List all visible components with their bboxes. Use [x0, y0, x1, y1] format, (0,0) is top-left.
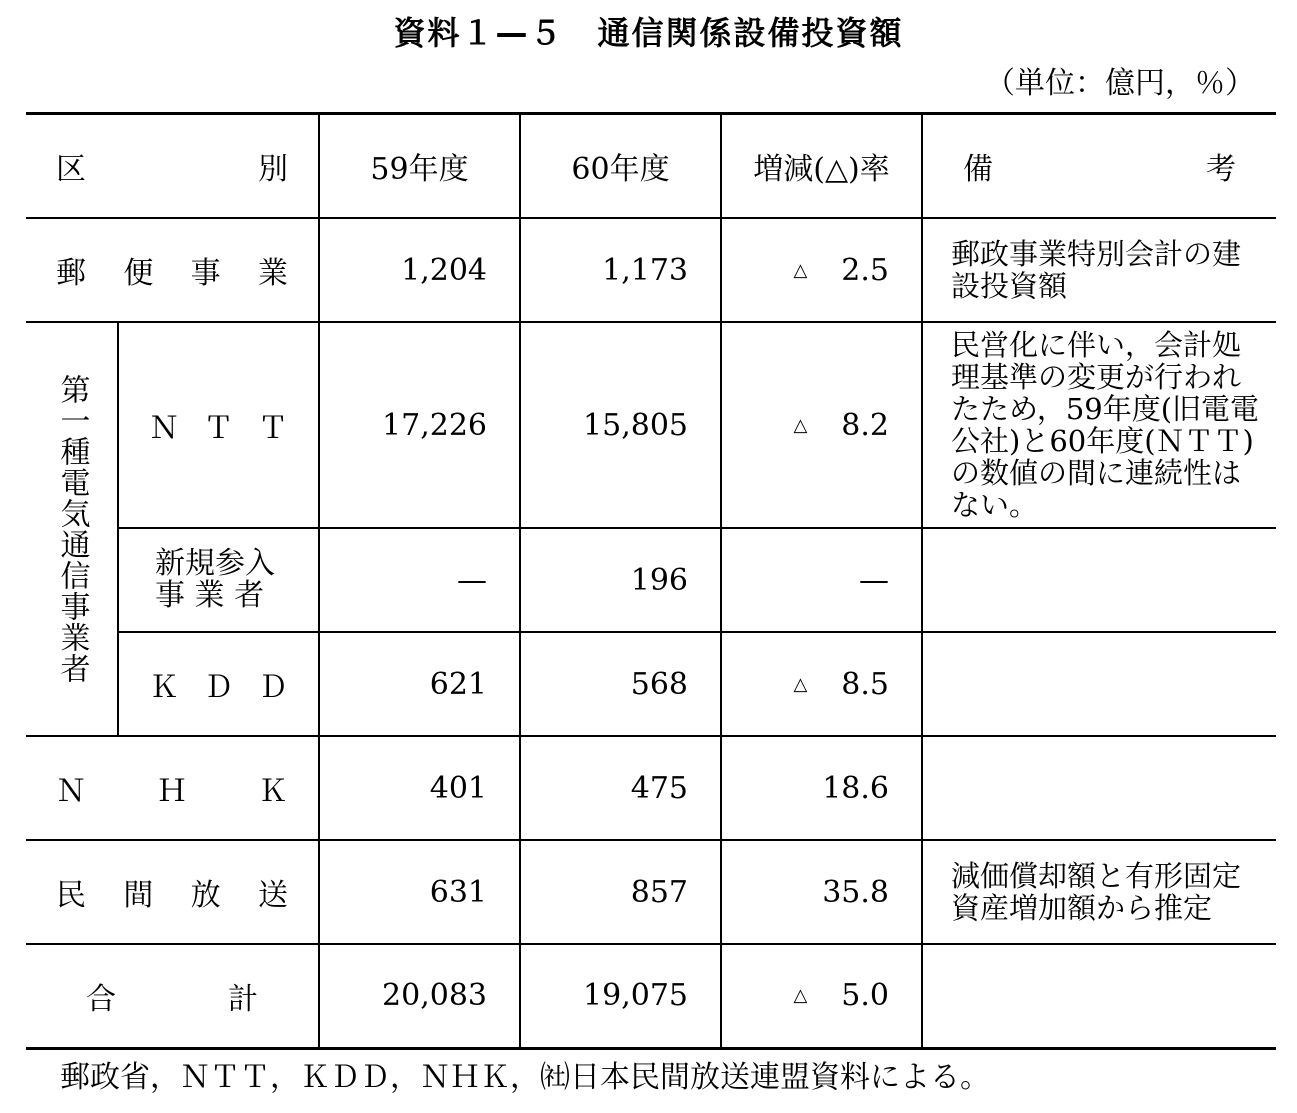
cell-fy60: 475 — [520, 736, 721, 840]
rate-value: 2.5 — [841, 252, 889, 288]
cell-fy59: 631 — [319, 840, 520, 944]
header-category: 区 別 — [26, 114, 319, 219]
row-label-total: 合 計 — [26, 944, 319, 1048]
decrease-mark: △ — [793, 259, 808, 281]
cell-rate — [721, 944, 922, 1048]
cell-remarks — [922, 736, 1276, 840]
cell-fy60: 857 — [520, 840, 721, 944]
cell-fy60: 568 — [520, 632, 721, 736]
table-row — [26, 840, 1276, 944]
header-row — [26, 114, 1276, 219]
cell-fy59: 1,204 — [319, 218, 520, 322]
table-row — [26, 528, 1276, 632]
cell-rate — [721, 218, 922, 322]
header-rate: 増減(△)率 — [721, 114, 922, 219]
cell-fy60: 1,173 — [520, 218, 721, 322]
cell-remarks — [922, 632, 1276, 736]
decrease-mark: △ — [793, 414, 808, 436]
cell-remarks — [922, 528, 1276, 632]
label-line: 事 業 者 — [155, 578, 265, 613]
table-row — [26, 736, 1276, 840]
header-fy59: 59年度 — [319, 114, 520, 219]
cell-rate: 35.8 — [721, 840, 922, 944]
document-title: 資料１—５ 通信関係設備投資額 — [393, 14, 904, 52]
table-row-total — [26, 944, 1276, 1048]
cell-fy59: 621 — [319, 632, 520, 736]
row-label-new-entrants — [118, 528, 319, 632]
cell-fy60: 196 — [520, 528, 721, 632]
source-note: 郵政省，ＮＴＴ，ＫＤＤ，ＮＨＫ，㈳日本民間放送連盟資料による。 — [60, 1060, 990, 1095]
cell-fy59: 17,226 — [319, 322, 520, 528]
label-line: 新規参入 — [155, 546, 275, 581]
rate-value: 5.0 — [841, 978, 889, 1014]
cell-rate — [721, 632, 922, 736]
group-label: 第一種電気通信事業者 — [54, 374, 90, 684]
row-label-ntt: ＮＴＴ — [118, 322, 319, 528]
cell-remarks: 郵政事業特別会計の建設投資額 — [922, 218, 1276, 322]
cell-fy59: — — [319, 528, 520, 632]
cell-rate — [721, 322, 922, 528]
unit-label: （単位：億円，％） — [985, 66, 1255, 101]
cell-remarks: 民営化に伴い，会計処理基準の変更が行われたため，59年度(旧電電公社)と60年度(ＮＴＴ)の数値の間に連続性はない。 — [922, 322, 1276, 528]
decrease-mark: △ — [793, 985, 808, 1007]
rate-value: 8.2 — [841, 407, 889, 443]
cell-fy60: 15,805 — [520, 322, 721, 528]
row-label-kdd: ＫＤＤ — [118, 632, 319, 736]
cell-remarks — [922, 944, 1276, 1048]
row-label-postal: 郵便事業 — [26, 218, 319, 322]
header-remarks: 備 考 — [922, 114, 1276, 219]
table-row — [26, 632, 1276, 736]
decrease-mark: △ — [793, 673, 808, 695]
row-label-commercial: 民間放送 — [26, 840, 319, 944]
table-row — [26, 218, 1276, 322]
row-label-nhk: ＮＨＫ — [26, 736, 319, 840]
cell-fy59: 20,083 — [319, 944, 520, 1048]
investment-table — [26, 112, 1276, 1050]
group-label-cell — [26, 322, 118, 736]
cell-fy60: 19,075 — [520, 944, 721, 1048]
header-fy60: 60年度 — [520, 114, 721, 219]
table-row — [26, 322, 1276, 528]
cell-rate: — — [721, 528, 922, 632]
cell-remarks: 減価償却額と有形固定資産増加額から推定 — [922, 840, 1276, 944]
cell-fy59: 401 — [319, 736, 520, 840]
cell-rate: 18.6 — [721, 736, 922, 840]
rate-value: 8.5 — [841, 666, 889, 702]
